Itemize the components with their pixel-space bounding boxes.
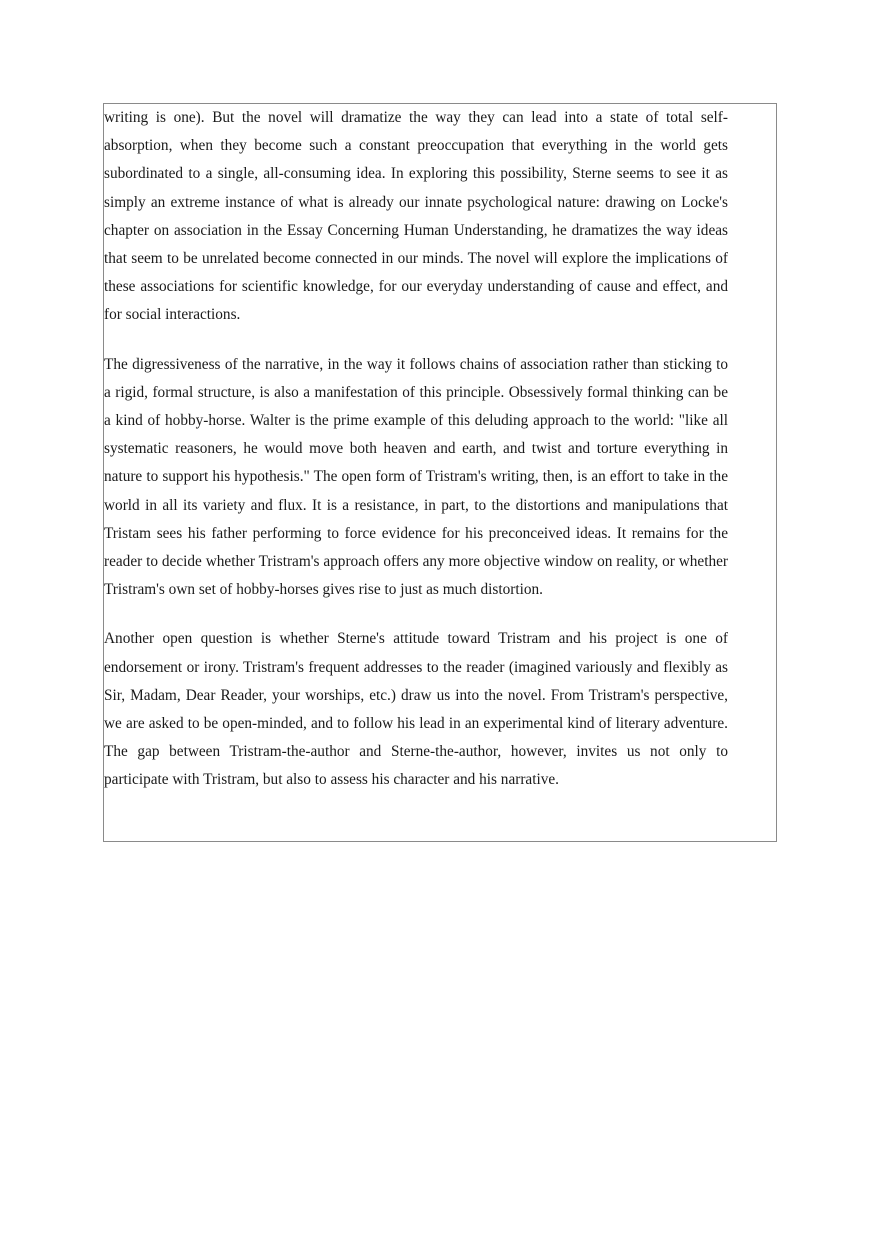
paragraph-digressiveness: The digressiveness of the narrative, in the way it follows chains of association rather than sticking to a rigid, formal structure, is also a manifestation of this principle. Obsessively formal thinking can be a kind of hobby-horse. Walter is the prime example of this deluding approach to the world: "like all systematic reasoners, he would move both heaven and earth, and twist and torture everything in nature to support his hypothesis." The open form of Tristram's writing, then, is an effort to take in the world in all its variety and flux. It is a resistance, in part, to the distortions and manipulations that Tristam sees his father performing to force evidence for his preconceived ideas. It remains for the reader to decide whether Tristram's approach offers any more objective window on reality, or whether Tristram's own set of hobby-horses gives rise to just as much distortion.	[104, 355, 728, 599]
paragraph-open-question: Another open question is whether Sterne's attitude toward Tristram and his project is one of endorsement or irony. Tristram's frequent addresses to the reader (imagined variously and flexibly as Sir, Madam, Dear Reader, your worships, etc.) draw us into the novel. From Tristram's perspective, we are asked to be open-minded, and to follow his lead in an experimental kind of literary adventure. The gap between Tristram-the-author and Sterne-the-author, however, invites us not only to participate with Tristram, but also to assess his character and his narrative.	[104, 630, 728, 789]
paragraph-association: writing is one). But the novel will dramatize the way they can lead into a state of total self-absorption, when they become such a constant preoccupation that everything in the world gets subordinated to a single, all-consuming idea. In exploring this possibility, Sterne seems to see it as simply an extreme instance of what is already our innate psychological nature: drawing on Locke's chapter on association in the Essay Concerning Human Understanding, he dramatizes the way ideas that seem to be unrelated become connected in our minds. The novel will explore the implications of these associations for scientific knowledge, for our everyday understanding of cause and effect, and for social interactions.	[104, 109, 728, 324]
text-frame	[103, 103, 777, 842]
